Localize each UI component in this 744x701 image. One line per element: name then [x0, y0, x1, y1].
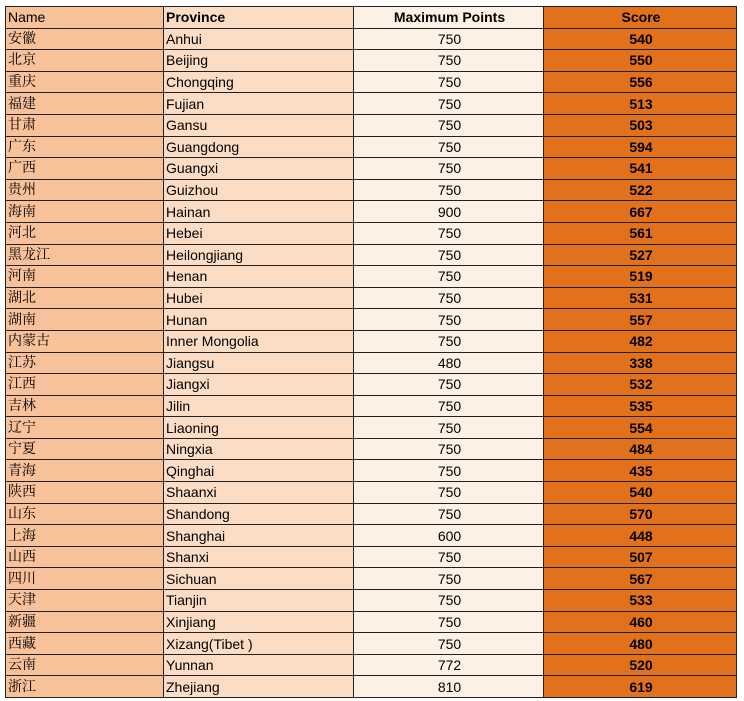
- score-table: [5, 6, 737, 698]
- cell-maximum-points: 600: [354, 525, 544, 547]
- table-row: [6, 482, 737, 504]
- cell-province: Qinghai: [164, 460, 354, 482]
- cell-province: Henan: [164, 266, 354, 288]
- header-score: Score: [544, 7, 737, 29]
- table-row: [6, 654, 737, 676]
- cell-maximum-points: 750: [354, 568, 544, 590]
- cell-score: 522: [544, 179, 737, 201]
- cell-province: Shaanxi: [164, 482, 354, 504]
- header-maximum-points: Maximum Points: [354, 7, 544, 29]
- cell-name: 广西: [6, 158, 164, 180]
- cell-maximum-points: 750: [354, 287, 544, 309]
- cell-province: Jiangxi: [164, 374, 354, 396]
- cell-score: 484: [544, 438, 737, 460]
- cell-score: 567: [544, 568, 737, 590]
- cell-name: 河北: [6, 222, 164, 244]
- table-row: [6, 395, 737, 417]
- cell-province: Shanxi: [164, 546, 354, 568]
- cell-maximum-points: 750: [354, 438, 544, 460]
- cell-maximum-points: 750: [354, 330, 544, 352]
- cell-name: 西藏: [6, 633, 164, 655]
- cell-score: 513: [544, 93, 737, 115]
- cell-maximum-points: 750: [354, 71, 544, 93]
- cell-score: 561: [544, 222, 737, 244]
- cell-province: Zhejiang: [164, 676, 354, 698]
- cell-name: 海南: [6, 201, 164, 223]
- cell-province: Inner Mongolia: [164, 330, 354, 352]
- cell-score: 532: [544, 374, 737, 396]
- cell-name: 青海: [6, 460, 164, 482]
- header-row: [6, 7, 737, 29]
- cell-province: Ningxia: [164, 438, 354, 460]
- cell-maximum-points: 750: [354, 222, 544, 244]
- cell-score: 503: [544, 114, 737, 136]
- cell-maximum-points: 750: [354, 114, 544, 136]
- cell-score: 520: [544, 654, 737, 676]
- cell-maximum-points: 750: [354, 158, 544, 180]
- table-row: [6, 309, 737, 331]
- cell-score: 540: [544, 28, 737, 50]
- table-row: [6, 93, 737, 115]
- table-row: [6, 438, 737, 460]
- cell-province: Jilin: [164, 395, 354, 417]
- cell-name: 山西: [6, 546, 164, 568]
- cell-maximum-points: 750: [354, 503, 544, 525]
- cell-name: 江苏: [6, 352, 164, 374]
- cell-name: 甘肃: [6, 114, 164, 136]
- cell-score: 619: [544, 676, 737, 698]
- cell-maximum-points: 750: [354, 179, 544, 201]
- cell-name: 辽宁: [6, 417, 164, 439]
- cell-name: 江西: [6, 374, 164, 396]
- cell-score: 594: [544, 136, 737, 158]
- cell-province: Shandong: [164, 503, 354, 525]
- cell-name: 重庆: [6, 71, 164, 93]
- cell-score: 519: [544, 266, 737, 288]
- cell-maximum-points: 750: [354, 309, 544, 331]
- cell-name: 北京: [6, 50, 164, 72]
- cell-maximum-points: 750: [354, 136, 544, 158]
- cell-score: 570: [544, 503, 737, 525]
- table-row: [6, 352, 737, 374]
- cell-name: 贵州: [6, 179, 164, 201]
- cell-name: 四川: [6, 568, 164, 590]
- cell-name: 湖北: [6, 287, 164, 309]
- cell-score: 541: [544, 158, 737, 180]
- cell-province: Xinjiang: [164, 611, 354, 633]
- cell-name: 山东: [6, 503, 164, 525]
- table-row: [6, 244, 737, 266]
- cell-maximum-points: 750: [354, 417, 544, 439]
- cell-score: 667: [544, 201, 737, 223]
- table-row: [6, 568, 737, 590]
- cell-province: Anhui: [164, 28, 354, 50]
- table-row: [6, 158, 737, 180]
- cell-name: 黑龙江: [6, 244, 164, 266]
- table-row: [6, 330, 737, 352]
- cell-province: Jiangsu: [164, 352, 354, 374]
- cell-score: 448: [544, 525, 737, 547]
- table-row: [6, 201, 737, 223]
- table-row: [6, 179, 737, 201]
- cell-score: 557: [544, 309, 737, 331]
- table-row: [6, 222, 737, 244]
- cell-province: Shanghai: [164, 525, 354, 547]
- cell-province: Hebei: [164, 222, 354, 244]
- cell-name: 宁夏: [6, 438, 164, 460]
- cell-name: 上海: [6, 525, 164, 547]
- cell-maximum-points: 750: [354, 633, 544, 655]
- cell-score: 556: [544, 71, 737, 93]
- table-row: [6, 50, 737, 72]
- cell-score: 338: [544, 352, 737, 374]
- table-row: [6, 114, 737, 136]
- cell-maximum-points: 750: [354, 546, 544, 568]
- cell-name: 湖南: [6, 309, 164, 331]
- cell-maximum-points: 772: [354, 654, 544, 676]
- cell-maximum-points: 480: [354, 352, 544, 374]
- cell-score: 480: [544, 633, 737, 655]
- cell-province: Beijing: [164, 50, 354, 72]
- cell-province: Chongqing: [164, 71, 354, 93]
- table-row: [6, 633, 737, 655]
- cell-score: 435: [544, 460, 737, 482]
- cell-province: Guangdong: [164, 136, 354, 158]
- cell-name: 福建: [6, 93, 164, 115]
- table-row: [6, 503, 737, 525]
- table-row: [6, 266, 737, 288]
- cell-score: 554: [544, 417, 737, 439]
- cell-name: 天津: [6, 590, 164, 612]
- cell-name: 陕西: [6, 482, 164, 504]
- cell-name: 新疆: [6, 611, 164, 633]
- cell-province: Guizhou: [164, 179, 354, 201]
- cell-score: 527: [544, 244, 737, 266]
- header-name: Name: [6, 7, 164, 29]
- table-row: [6, 417, 737, 439]
- cell-score: 535: [544, 395, 737, 417]
- cell-province: Gansu: [164, 114, 354, 136]
- table-row: [6, 374, 737, 396]
- table-row: [6, 287, 737, 309]
- cell-province: Hubei: [164, 287, 354, 309]
- cell-maximum-points: 750: [354, 460, 544, 482]
- cell-maximum-points: 750: [354, 374, 544, 396]
- cell-name: 河南: [6, 266, 164, 288]
- cell-maximum-points: 810: [354, 676, 544, 698]
- cell-province: Heilongjiang: [164, 244, 354, 266]
- table-row: [6, 525, 737, 547]
- cell-province: Tianjin: [164, 590, 354, 612]
- table-row: [6, 28, 737, 50]
- table-row: [6, 590, 737, 612]
- header-province: Province: [164, 7, 354, 29]
- cell-province: Fujian: [164, 93, 354, 115]
- cell-province: Hunan: [164, 309, 354, 331]
- cell-score: 482: [544, 330, 737, 352]
- cell-name: 内蒙古: [6, 330, 164, 352]
- cell-score: 550: [544, 50, 737, 72]
- cell-maximum-points: 750: [354, 395, 544, 417]
- cell-name: 云南: [6, 654, 164, 676]
- cell-score: 540: [544, 482, 737, 504]
- cell-maximum-points: 750: [354, 482, 544, 504]
- cell-province: Guangxi: [164, 158, 354, 180]
- cell-province: Hainan: [164, 201, 354, 223]
- cell-maximum-points: 900: [354, 201, 544, 223]
- table-row: [6, 546, 737, 568]
- cell-maximum-points: 750: [354, 590, 544, 612]
- cell-province: Sichuan: [164, 568, 354, 590]
- cell-maximum-points: 750: [354, 244, 544, 266]
- cell-province: Xizang(Tibet ): [164, 633, 354, 655]
- table-row: [6, 611, 737, 633]
- cell-maximum-points: 750: [354, 611, 544, 633]
- cell-maximum-points: 750: [354, 266, 544, 288]
- cell-score: 507: [544, 546, 737, 568]
- cell-maximum-points: 750: [354, 28, 544, 50]
- cell-maximum-points: 750: [354, 50, 544, 72]
- table-row: [6, 676, 737, 698]
- table-row: [6, 71, 737, 93]
- table-row: [6, 460, 737, 482]
- cell-name: 广东: [6, 136, 164, 158]
- cell-score: 460: [544, 611, 737, 633]
- cell-province: Yunnan: [164, 654, 354, 676]
- cell-province: Liaoning: [164, 417, 354, 439]
- cell-name: 吉林: [6, 395, 164, 417]
- cell-name: 安徽: [6, 28, 164, 50]
- cell-maximum-points: 750: [354, 93, 544, 115]
- cell-score: 533: [544, 590, 737, 612]
- cell-name: 浙江: [6, 676, 164, 698]
- cell-score: 531: [544, 287, 737, 309]
- table-row: [6, 136, 737, 158]
